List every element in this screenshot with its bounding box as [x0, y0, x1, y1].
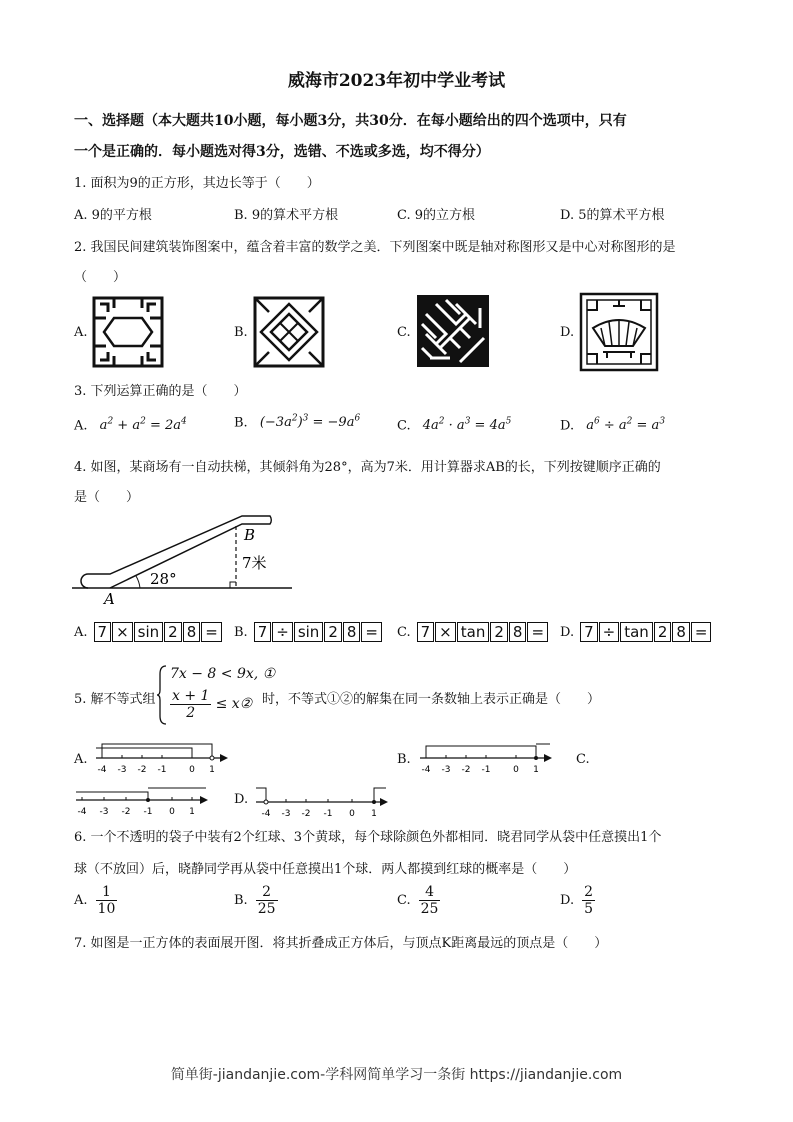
q4-c-key: 2 [490, 622, 508, 642]
q4-option-d [560, 622, 712, 642]
q6-b-denominator: 25 [257, 901, 276, 917]
q6-stem-line2: 球（不放回）后，晓静同学再从袋中任意摸出1个球．两人都摸到红球的概率是（ ） [74, 862, 577, 877]
q4-a-key: 2 [164, 622, 182, 642]
q4-point-b: B [244, 526, 256, 544]
q4-option-b [234, 622, 383, 642]
q5-suffix: 时，不等式①②的解集在同一条数轴上表示正确是（ ） [262, 692, 601, 707]
q4-stem-line2: 是（ ） [74, 490, 140, 505]
q4-label-d: D. [560, 624, 575, 640]
q6-b-numerator: 2 [256, 884, 278, 901]
q5-a-tick: -1 [157, 765, 167, 775]
q4-a-key: = [201, 622, 222, 642]
q5-a-tick: -3 [117, 765, 127, 775]
q2-stem-line1: 2. 我国民间建筑装饰图案中，蕴含着丰富的数学之美．下列图案中既是轴对称图形又是中心对称图形的是 [74, 240, 676, 255]
q3-label-c: C. [397, 418, 411, 434]
q4-stem-line1: 4. 如图，某商场有一自动扶梯，其倾斜角为28°，高为7米．用计算器求AB的长，下列按键顺序正确的 [74, 460, 661, 475]
q5-numberline-d [252, 784, 392, 820]
q5-d-tick: -1 [323, 809, 333, 819]
q6-label-b: B. [234, 893, 248, 908]
q5-c-tick: 0 [169, 807, 175, 817]
footer-watermark: 简单街-jiandanjie.com-学科网简单学习一条街 https://jiandanjie.com [170, 1067, 623, 1083]
q2-pattern-c-figure [416, 294, 490, 368]
q6-option-d [560, 884, 595, 917]
q2-label-d: D. [560, 325, 575, 340]
q4-d-key: 2 [654, 622, 672, 642]
q4-a-key: 8 [183, 622, 201, 642]
q4-point-a: A [104, 590, 115, 606]
q6-d-numerator: 2 [584, 884, 594, 900]
q5-ineq2-rest: ≤ x② [215, 696, 253, 712]
q4-option-a [74, 622, 223, 642]
q5-b-tick: -1 [481, 765, 491, 775]
q2-pattern-b-figure [253, 296, 325, 368]
q4-label-a: A. [74, 624, 88, 640]
q6-c-numerator: 4 [419, 884, 441, 901]
q4-b-key: ÷ [272, 622, 293, 642]
q5-c-tick: -3 [99, 807, 109, 817]
q2-label-b: B. [234, 325, 248, 340]
q6-label-a: A. [74, 893, 88, 908]
q4-d-key: = [691, 622, 712, 642]
q5-d-tick: 0 [349, 809, 355, 819]
q4-b-key: 8 [343, 622, 361, 642]
q5-d-tick: -2 [301, 809, 311, 819]
q6-a-numerator: 1 [96, 884, 118, 901]
q1-option-c: C. 9的立方根 [397, 208, 476, 223]
q4-b-key: 7 [254, 622, 272, 642]
q5-d-tick: 1 [371, 809, 377, 819]
q4-c-key: = [527, 622, 548, 642]
q5-inequality-1: 7x − 8 < 9x, ① [170, 666, 276, 682]
q5-ineq2-numerator: x + 1 [172, 688, 210, 704]
q5-a-tick: -2 [137, 765, 147, 775]
q5-c-tick: -4 [77, 807, 87, 817]
q4-d-key: tan [620, 622, 653, 642]
section-header-line1: 一、选择题（本大题共10小题，每小题3分，共30分．在每小题给出的四个选项中，只有 [74, 113, 627, 129]
q2-pattern-d-figure [579, 292, 659, 372]
q4-b-key: = [361, 622, 382, 642]
q1-option-b: B. 9的算术平方根 [234, 208, 339, 223]
q6-option-b [234, 884, 278, 917]
q4-b-key: sin [294, 622, 324, 642]
q5-b-tick: -2 [461, 765, 471, 775]
q2-stem-line2: （ ） [74, 270, 127, 285]
q5-a-tick: 1 [209, 765, 215, 775]
q6-stem-line1: 6. 一个不透明的袋子中装有2个红球、3个黄球，每个球除颜色外都相同．晓君同学从袋中任意摸出1个 [74, 830, 662, 845]
q4-a-key: sin [134, 622, 164, 642]
q6-c-denominator: 25 [420, 901, 439, 917]
q4-c-key: tan [457, 622, 490, 642]
q4-escalator-figure [70, 506, 300, 606]
q4-c-key: 7 [417, 622, 435, 642]
page-title: 威海市2023年初中学业考试 [287, 71, 506, 91]
q3-option-a: A. $a^2 + a^2 = 2a^4$ [74, 417, 187, 434]
q3-stem: 3. 下列运算正确的是（ ） [74, 384, 247, 399]
q6-label-d: D. [560, 893, 575, 908]
q4-d-key: 7 [580, 622, 598, 642]
q5-a-tick: -4 [97, 765, 107, 775]
q5-d-tick: -4 [261, 809, 271, 819]
q5-label-a: A. [74, 752, 88, 767]
q5-b-tick: 1 [533, 765, 539, 775]
q4-a-key: 7 [94, 622, 112, 642]
q2-pattern-a-figure [92, 296, 164, 368]
q5-numberline-a [92, 740, 232, 776]
q1-option-d: D. 5的算术平方根 [560, 208, 665, 223]
q3-label-a: A. [74, 418, 88, 434]
q4-angle-label: 28° [150, 570, 177, 588]
q4-c-key: × [435, 622, 456, 642]
q4-label-b: B. [234, 624, 248, 640]
q5-label-c: C. [576, 752, 590, 767]
q6-option-c [397, 884, 440, 917]
q6-option-a [74, 884, 117, 917]
q4-d-key: ÷ [599, 622, 620, 642]
q5-c-tick: -1 [143, 807, 153, 817]
q3-option-b: B. $(-3a^2)^3 = -9a^6$ [234, 414, 361, 431]
q3-option-c: C. $4a^2 \cdot a^3 = 4a^5$ [397, 417, 512, 434]
q3-label-d: D. [560, 418, 575, 434]
q5-c-tick: -2 [121, 807, 131, 817]
q6-d-denominator: 5 [584, 901, 594, 917]
q1-option-a: A. 9的平方根 [74, 208, 152, 223]
q2-label-c: C. [397, 325, 411, 340]
q5-ineq2-denominator: 2 [186, 705, 196, 721]
section-header-line2: 一个是正确的．每小题选对得3分，选错、不选或多选，均不得分） [74, 144, 490, 160]
q5-brace [156, 664, 168, 726]
q6-a-denominator: 10 [97, 901, 116, 917]
q3-option-d: D. $a^6 \div a^2 = a^3$ [560, 417, 666, 434]
q3-label-b: B. [234, 415, 248, 431]
q2-label-a: A. [74, 325, 88, 340]
q6-label-c: C. [397, 893, 411, 908]
q4-d-key: 8 [672, 622, 690, 642]
q4-b-key: 2 [324, 622, 342, 642]
q4-option-c [397, 622, 549, 642]
q5-b-tick: -3 [441, 765, 451, 775]
q5-a-tick: 0 [189, 765, 195, 775]
q5-label-b: B. [397, 752, 411, 767]
q4-a-key: × [112, 622, 133, 642]
q1-stem: 1. 面积为9的正方形，其边长等于（ ） [74, 176, 320, 191]
q5-d-tick: -3 [281, 809, 291, 819]
q4-c-key: 8 [509, 622, 527, 642]
q4-label-c: C. [397, 624, 411, 640]
q5-numberline-c [72, 784, 212, 820]
q5-label-d: D. [234, 792, 249, 807]
q7-stem: 7. 如图是一正方体的表面展开图．将其折叠成正方体后，与顶点K距离最远的顶点是（ ） [74, 936, 608, 951]
q5-b-tick: -4 [421, 765, 431, 775]
q5-c-tick: 1 [189, 807, 195, 817]
q4-height-label: 7米 [242, 554, 267, 572]
q5-prefix: 5. 解不等式组 [74, 692, 156, 707]
q5-numberline-b [416, 740, 556, 776]
q5-b-tick: 0 [513, 765, 519, 775]
q5-inequality-2 [170, 688, 252, 721]
